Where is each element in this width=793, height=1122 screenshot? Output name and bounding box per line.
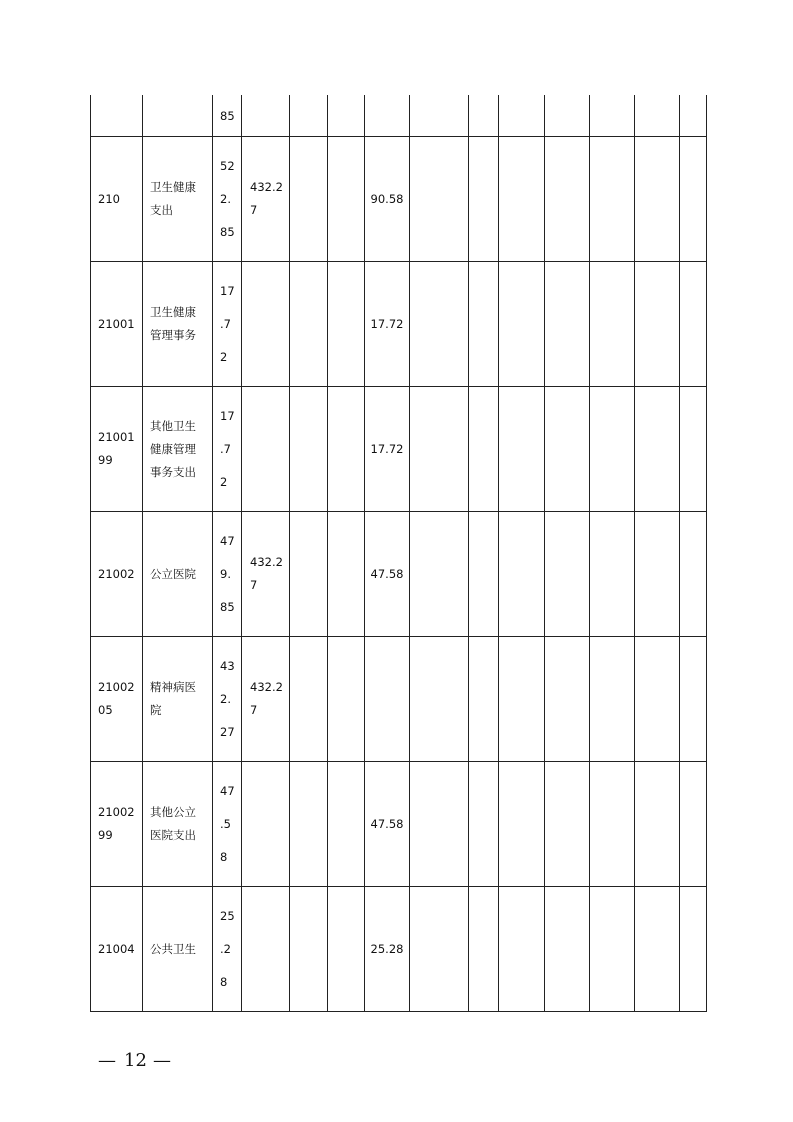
cell bbox=[499, 887, 545, 1012]
cell bbox=[545, 387, 590, 512]
table-row bbox=[91, 637, 707, 762]
cell bbox=[410, 95, 469, 137]
cell bbox=[499, 137, 545, 262]
basic-cell bbox=[242, 762, 290, 887]
cell bbox=[328, 637, 365, 762]
project-cell: 90.58 bbox=[365, 137, 410, 262]
code-cell: 21002 99 bbox=[91, 762, 143, 887]
basic-cell bbox=[242, 387, 290, 512]
name-cell: 卫生健康 支出 bbox=[143, 137, 213, 262]
cell bbox=[680, 137, 707, 262]
cell bbox=[410, 887, 469, 1012]
cell bbox=[680, 887, 707, 1012]
cell bbox=[545, 637, 590, 762]
cell bbox=[290, 262, 328, 387]
total-cell: 47 .5 8 bbox=[213, 762, 242, 887]
name-cell: 公立医院 bbox=[143, 512, 213, 637]
cell bbox=[290, 637, 328, 762]
cell bbox=[290, 762, 328, 887]
cell bbox=[590, 262, 635, 387]
table-row bbox=[91, 387, 707, 512]
footer-dash-right: — bbox=[153, 1050, 171, 1071]
code-cell: 21004 bbox=[91, 887, 143, 1012]
cell bbox=[469, 762, 499, 887]
cell bbox=[499, 95, 545, 137]
cell bbox=[469, 95, 499, 137]
cell bbox=[499, 762, 545, 887]
basic-cell bbox=[242, 887, 290, 1012]
cell bbox=[590, 637, 635, 762]
cell bbox=[290, 887, 328, 1012]
cell bbox=[635, 637, 680, 762]
cell bbox=[635, 887, 680, 1012]
cell bbox=[635, 137, 680, 262]
total-cell: 52 2. 85 bbox=[213, 137, 242, 262]
cell bbox=[469, 637, 499, 762]
cell bbox=[635, 512, 680, 637]
cell bbox=[545, 262, 590, 387]
total-cell: 85 bbox=[213, 95, 242, 137]
total-cell: 43 2. 27 bbox=[213, 637, 242, 762]
cell bbox=[290, 137, 328, 262]
cell bbox=[590, 762, 635, 887]
cell bbox=[680, 512, 707, 637]
cell bbox=[410, 262, 469, 387]
cell bbox=[410, 387, 469, 512]
cell bbox=[143, 95, 213, 137]
table-row bbox=[91, 262, 707, 387]
cell bbox=[635, 95, 680, 137]
cell bbox=[328, 95, 365, 137]
name-cell: 卫生健康 管理事务 bbox=[143, 262, 213, 387]
table-row bbox=[91, 887, 707, 1012]
code-cell: 21001 bbox=[91, 262, 143, 387]
code-cell: 21002 bbox=[91, 512, 143, 637]
cell bbox=[328, 512, 365, 637]
code-cell: 21002 05 bbox=[91, 637, 143, 762]
cell bbox=[242, 95, 290, 137]
project-cell: 25.28 bbox=[365, 887, 410, 1012]
cell bbox=[545, 512, 590, 637]
table-row bbox=[91, 512, 707, 637]
cell bbox=[590, 512, 635, 637]
project-cell bbox=[365, 637, 410, 762]
cell bbox=[545, 887, 590, 1012]
cell bbox=[290, 387, 328, 512]
cell bbox=[590, 887, 635, 1012]
cell bbox=[410, 762, 469, 887]
cell bbox=[469, 512, 499, 637]
cell bbox=[499, 512, 545, 637]
cell bbox=[545, 95, 590, 137]
cell bbox=[590, 95, 635, 137]
cell bbox=[469, 387, 499, 512]
cell bbox=[91, 95, 143, 137]
code-cell: 210 bbox=[91, 137, 143, 262]
cell bbox=[635, 262, 680, 387]
cell bbox=[410, 512, 469, 637]
cell bbox=[590, 137, 635, 262]
cell bbox=[590, 387, 635, 512]
cell bbox=[290, 95, 328, 137]
basic-cell: 432.2 7 bbox=[242, 512, 290, 637]
cell bbox=[635, 762, 680, 887]
page-number: 12 bbox=[124, 1050, 147, 1071]
cell bbox=[328, 387, 365, 512]
cell bbox=[469, 137, 499, 262]
cell bbox=[499, 387, 545, 512]
cell bbox=[499, 262, 545, 387]
project-cell: 47.58 bbox=[365, 512, 410, 637]
cell bbox=[680, 387, 707, 512]
cell bbox=[328, 762, 365, 887]
project-cell: 17.72 bbox=[365, 387, 410, 512]
cell bbox=[290, 512, 328, 637]
total-cell: 17 .7 2 bbox=[213, 262, 242, 387]
cell bbox=[680, 637, 707, 762]
total-cell: 17 .7 2 bbox=[213, 387, 242, 512]
project-cell: 17.72 bbox=[365, 262, 410, 387]
total-cell: 25 .2 8 bbox=[213, 887, 242, 1012]
project-cell: 47.58 bbox=[365, 762, 410, 887]
cell bbox=[545, 137, 590, 262]
cell bbox=[469, 887, 499, 1012]
footer-dash-left: — bbox=[98, 1050, 116, 1071]
cell bbox=[680, 262, 707, 387]
table-row bbox=[91, 762, 707, 887]
cell bbox=[410, 637, 469, 762]
total-cell: 47 9. 85 bbox=[213, 512, 242, 637]
name-cell: 公共卫生 bbox=[143, 887, 213, 1012]
table-row bbox=[91, 137, 707, 262]
cell bbox=[328, 887, 365, 1012]
cell bbox=[499, 637, 545, 762]
name-cell: 其他卫生 健康管理 事务支出 bbox=[143, 387, 213, 512]
cell bbox=[328, 262, 365, 387]
cell bbox=[545, 762, 590, 887]
cell bbox=[328, 137, 365, 262]
cell bbox=[469, 262, 499, 387]
name-cell: 其他公立 医院支出 bbox=[143, 762, 213, 887]
basic-cell: 432.2 7 bbox=[242, 137, 290, 262]
basic-cell: 432.2 7 bbox=[242, 637, 290, 762]
cell bbox=[680, 762, 707, 887]
cell bbox=[365, 95, 410, 137]
table-row bbox=[91, 95, 707, 137]
cell bbox=[680, 95, 707, 137]
code-cell: 21001 99 bbox=[91, 387, 143, 512]
cell bbox=[410, 137, 469, 262]
budget-expenditure-table bbox=[90, 95, 707, 1012]
cell bbox=[635, 387, 680, 512]
name-cell: 精神病医 院 bbox=[143, 637, 213, 762]
basic-cell bbox=[242, 262, 290, 387]
